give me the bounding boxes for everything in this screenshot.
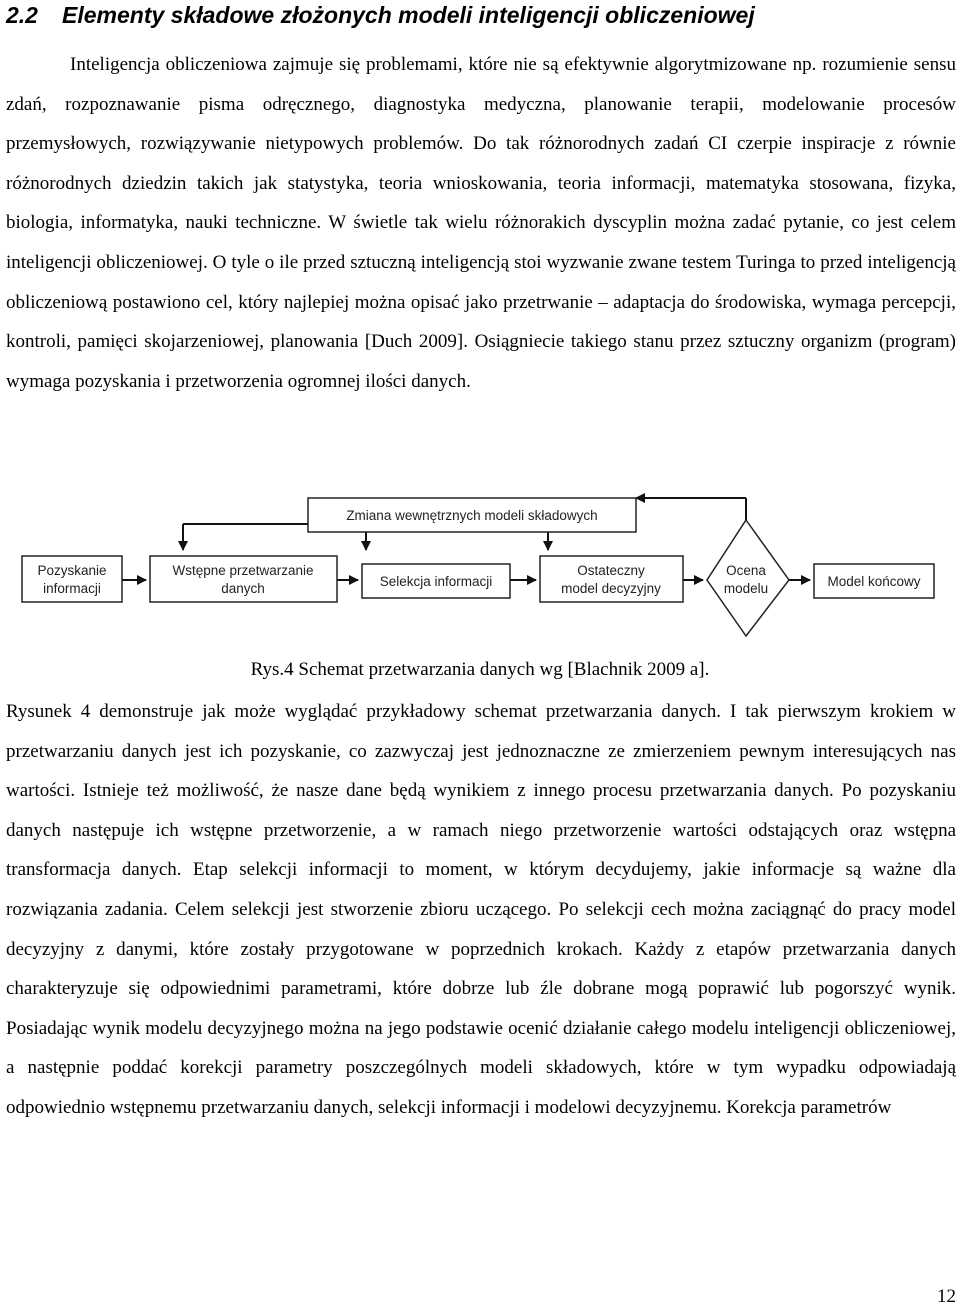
section-heading [6, 0, 956, 30]
paragraph-intro [6, 45, 956, 401]
page-number: 12 [937, 1286, 956, 1307]
section-title: Elementy składowe złożonych modeli inteligencji obliczeniowej [62, 2, 755, 28]
paragraph-explanation: Rysunek 4 demonstruje jak może wyglądać przykładowy schemat przetwarzania danych. I tak pierwszym krokiem w przetwarzaniu danych jest ich pozyskanie, co zazwyczaj jest jednoznaczne ze zmierzeniem pewnym interesujących nas wartości. Istnieje też możliwość, że nasze dane będą wynikiem z innego procesu przetwarzania danych. Po pozyskaniu danych następuje ich wstępne przetworzenie, a w ramach niego przetworzenie wartości odstających oraz wstępna transformacja danych. Etap selekcji informacji to moment, w którym decydujemy, jakie informacje są ważne dla rozwiązania zadania. Celem selekcji jest stworzenie zbioru uczącego. Po selekcji cech można zaciągnąć do pracy model decyzyjny z danymi, które zostały przygotowane w poprzednich krokach. Każdy z etapów przetwarzania danych charakteryzuje się odpowiednimi parametrami, które dobrze lub źle dobrane mogą poprawić lub pogorszyć wynik. Posiadając wynik modelu decyzyjnego można na jego podstawie ocenić działanie całego modelu inteligencji obliczeniowej, a następnie poddać korekcji parametry poszczególnych modeli składowych, które w tym wypadku odpowiadają odpowiednio wstępnemu przetwarzaniu danych, selekcji informacji i modelowi decyzyjnemu. Korekcja parametrów [6, 701, 956, 1118]
box2-label-line2: danych [221, 581, 265, 596]
box1-label-line2: informacji [43, 581, 101, 596]
top-box-label: Zmiana wewnętrznych modeli składowych [346, 508, 598, 523]
box1-label-line1: Pozyskanie [37, 563, 107, 578]
box3-label: Selekcja informacji [379, 574, 493, 589]
processing-flow-diagram [0, 478, 960, 640]
paragraph-intro-text: Inteligencja obliczeniowa zajmuje się problemami, które nie są efektywnie algorytmizowane np. rozumienie sensu zdań, rozpoznawanie pisma odręcznego, diagnostyka medyczna, planowanie terapii, modelowanie procesów przemysłowych, rozwiązywanie nietypowych problemów. Do tak różnorodnych zadań CI czerpie inspiracje z równie różnorodnych dziedzin takich jak statystyka, teoria wnioskowania, teoria informacji, matematyka stosowana, fizyka, biologia, informatyka, nauki techniczne. W świetle tak wielu różnorakich dyscyplin można zadać pytanie, co jest celem inteligencji obliczeniowej. O tyle o ile przed sztuczną inteligencją stoi wyzwanie zwane testem Turinga to przed inteligencją obliczeniową postawiono cel, który najlepiej można opisać jako przetrwanie – adaptacja do środowiska, wymaga percepcji, kontroli, pamięci skojarzeniowej, planowania [Duch 2009]. Osiągniecie takiego stanu przez sztuczny organizm (program) wymaga pozyskania i przetworzenia ogromnej ilości danych. [6, 54, 956, 392]
diamond-model-evaluation [707, 520, 789, 636]
box2-label-line1: Wstępne przetwarzanie [172, 563, 314, 578]
section-number: 2.2 [6, 2, 38, 28]
box4-label-line1: Ostateczny [577, 563, 645, 578]
box4-label-line2: model decyzyjny [561, 581, 661, 596]
figure-caption: Rys.4 Schemat przetwarzania danych wg [Blachnik 2009 a]. [250, 659, 710, 680]
box5-label: Model końcowy [827, 574, 921, 589]
diamond-label-line1: Ocena [726, 563, 766, 578]
diamond-label-line2: modelu [723, 581, 769, 596]
